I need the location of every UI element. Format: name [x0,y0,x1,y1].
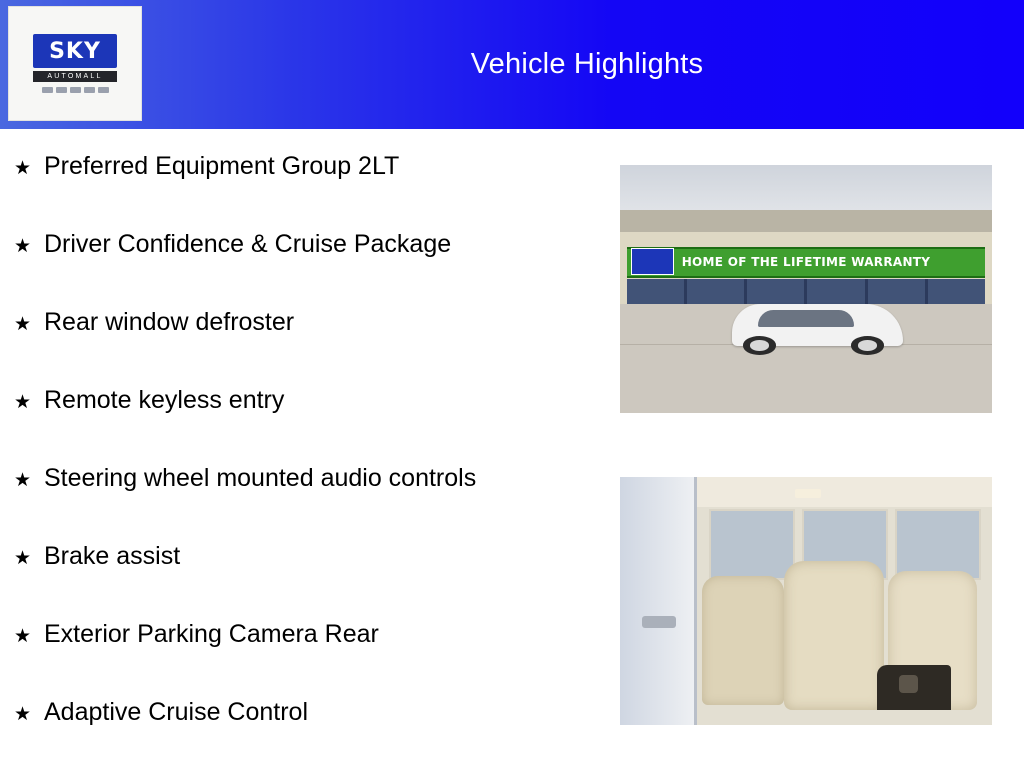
logo-brand-strip [42,87,109,93]
star-icon: ★ [14,158,32,179]
list-item-label: Steering wheel mounted audio controls [44,464,477,492]
rear-seat [702,576,784,705]
list-item [14,697,594,775]
list-item-label: Remote keyless entry [44,386,285,414]
slide-header [0,0,1024,129]
list-item [14,385,594,463]
highlights-list [14,151,594,775]
vehicle-interior-photo [620,477,992,725]
shifter-icon [899,675,918,692]
star-icon: ★ [14,470,32,491]
list-item-label: Brake assist [44,542,181,570]
headliner [694,477,992,507]
brand-chip-icon [56,87,67,93]
star-icon: ★ [14,704,32,725]
warranty-banner-text: HOME OF THE LIFETIME WARRANTY [681,255,931,270]
brand-chip-icon [42,87,53,93]
logo-subtitle: AUTOMALL [33,71,117,82]
star-icon: ★ [14,236,32,257]
banner-logo-icon [631,248,674,275]
warranty-banner [627,247,984,278]
dome-light-icon [795,489,821,498]
list-item [14,463,594,541]
dealer-logo [8,6,142,121]
list-item [14,229,594,307]
driver-seat [784,561,884,710]
logo-wordmark: SKY [33,34,117,68]
brand-chip-icon [84,87,95,93]
list-item-label: Adaptive Cruise Control [44,698,309,726]
slide-body [0,129,1024,768]
vehicle-wheel [851,336,884,355]
building-roof [620,210,992,232]
brand-chip-icon [98,87,109,93]
brand-chip-icon [70,87,81,93]
list-item-label: Driver Confidence & Cruise Package [44,230,452,258]
list-item-label: Preferred Equipment Group 2LT [44,152,400,180]
list-item [14,619,594,697]
vehicle-glass [758,310,855,327]
star-icon: ★ [14,626,32,647]
page-title: Vehicle Highlights [470,48,704,80]
list-item-label: Rear window defroster [44,308,295,336]
list-item [14,307,594,385]
dealership-exterior-photo [620,165,992,413]
star-icon: ★ [14,392,32,413]
vehicle-wheel [743,336,776,355]
star-icon: ★ [14,314,32,335]
side-window [895,509,981,580]
star-icon: ★ [14,548,32,569]
list-item [14,151,594,229]
side-window [709,509,795,580]
open-door-panel [620,477,697,725]
list-item-label: Exterior Parking Camera Rear [44,620,379,648]
door-handle-icon [642,616,675,628]
list-item [14,541,594,619]
